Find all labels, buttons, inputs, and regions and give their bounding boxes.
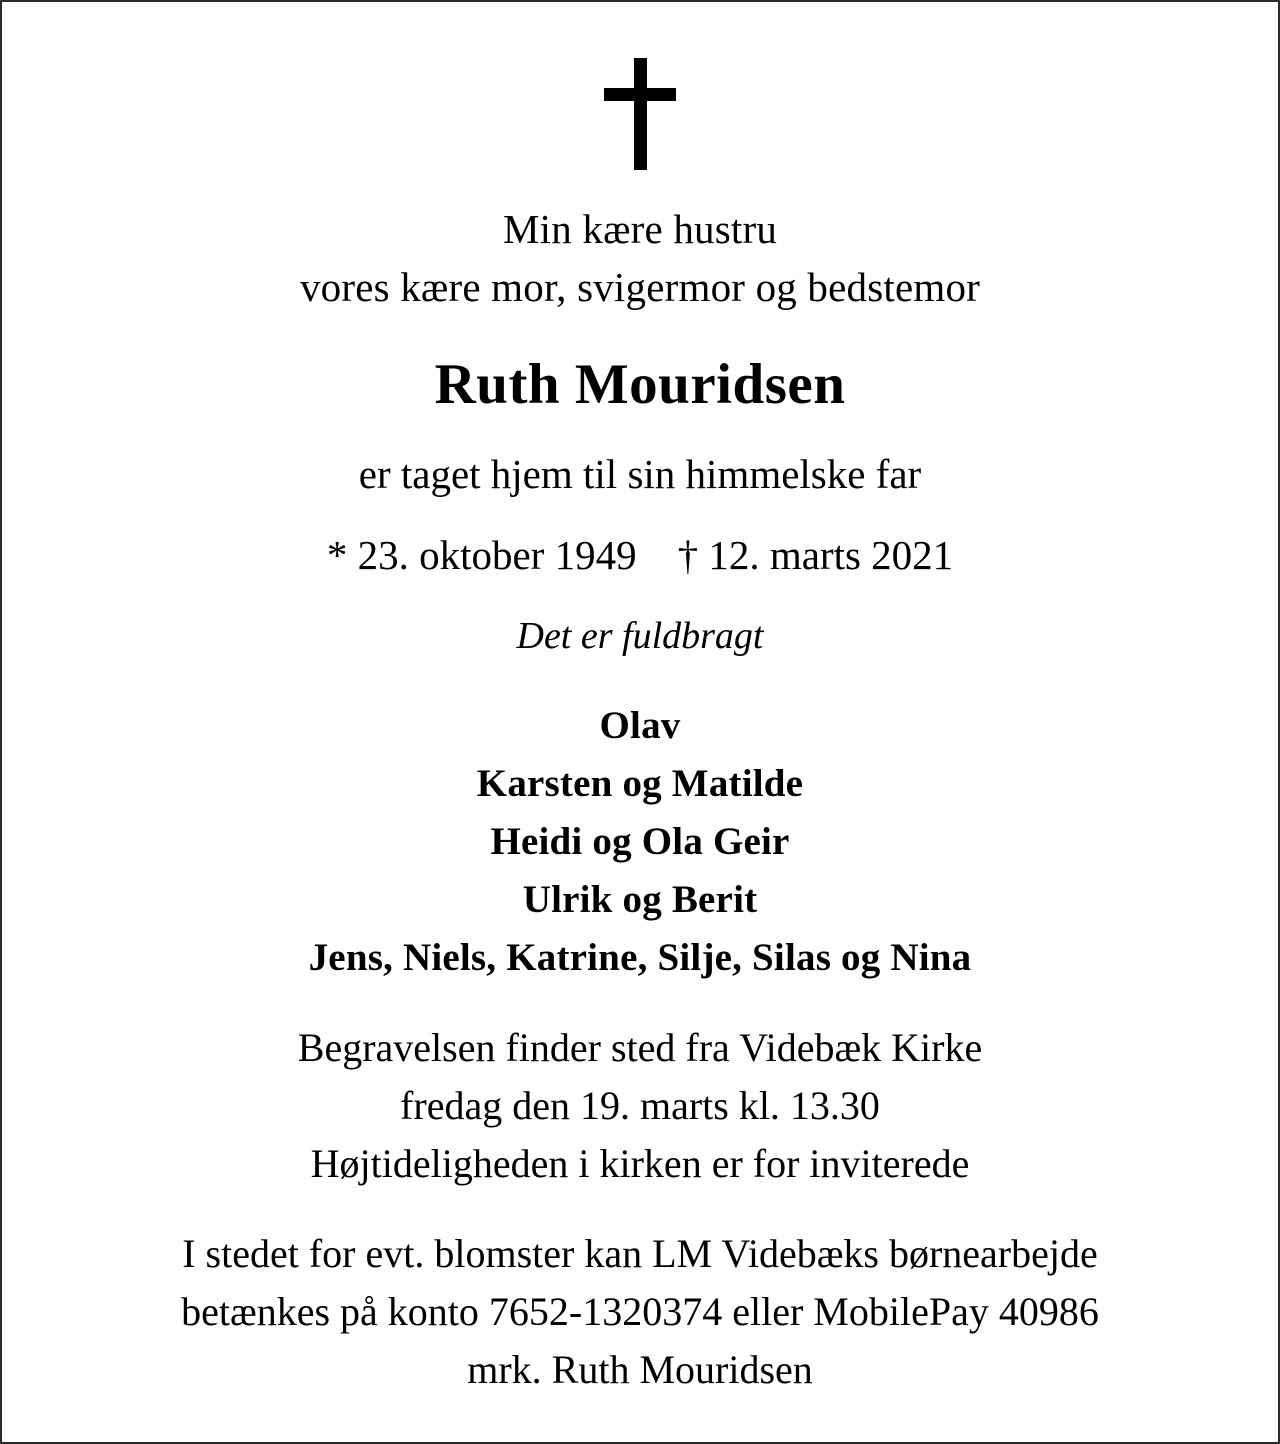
latin-cross-icon: [604, 58, 676, 170]
cross-vertical-bar: [634, 58, 647, 170]
survivor-line: Heidi og Ola Geir: [490, 820, 790, 863]
survivor-line: Olav: [599, 704, 681, 747]
cross-horizontal-bar: [604, 88, 676, 101]
funeral-line: Højtideligheden i kirken er for inviterede: [310, 1141, 970, 1186]
memorial-donation-block: [2, 1225, 1278, 1399]
deceased-name: Ruth Mouridsen: [434, 353, 846, 416]
passed-away-text: er taget hjem til sin himmelske far: [358, 451, 922, 497]
verse-text: Det er fuldbragt: [516, 615, 764, 657]
funeral-line: fredag den 19. marts kl. 13.30: [400, 1083, 880, 1128]
funeral-line: Begravelsen finder sted fra Videbæk Kirke: [297, 1025, 983, 1070]
relation-line-2: vores kære mor, svigermor og bedstemor: [299, 264, 981, 310]
memorial-line: betænkes på konto 7652-1320374 eller MobilePay 40986: [181, 1289, 1099, 1334]
birth-death-dates: * 23. oktober 1949 † 12. marts 2021: [326, 532, 954, 578]
relation-line-1: Min kære hustru: [502, 206, 778, 252]
survivor-line: Ulrik og Berit: [522, 878, 758, 921]
relation-block: [2, 200, 1278, 316]
survivor-line: Jens, Niels, Katrine, Silje, Silas og Nina: [308, 936, 972, 979]
funeral-details-block: [2, 1019, 1278, 1193]
survivor-line: Karsten og Matilde: [476, 762, 804, 805]
memorial-line: mrk. Ruth Mouridsen: [467, 1347, 813, 1392]
survivors-block: [2, 697, 1278, 987]
memorial-line: I stedet for evt. blomster kan LM Videbæks børnearbejde: [182, 1231, 1098, 1276]
cross-symbol-container: [604, 58, 676, 170]
